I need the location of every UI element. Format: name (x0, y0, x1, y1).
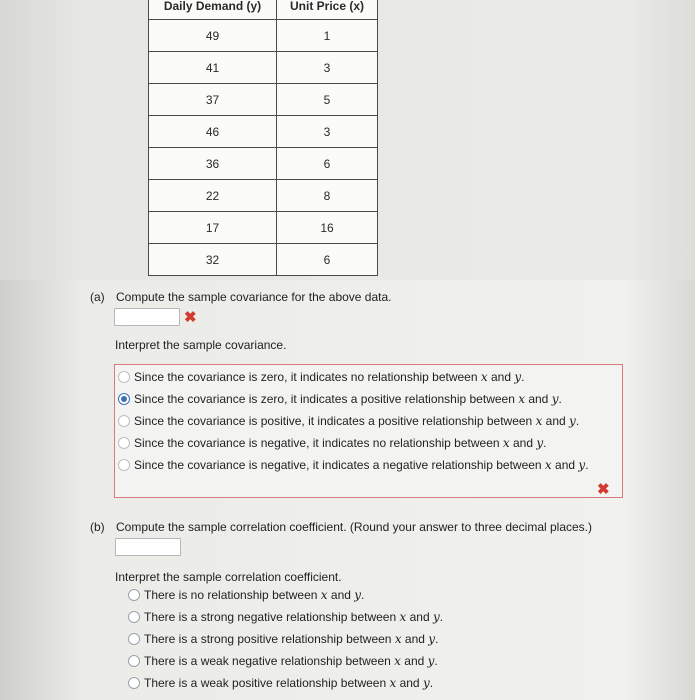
covariance-option-label: Since the covariance is zero, it indicates no relationship between x and y. (134, 370, 525, 384)
table-row (149, 52, 378, 84)
covariance-wrong-icon: ✖ (184, 309, 197, 326)
cell-daily-demand: 46 (149, 116, 277, 148)
correlation-option-label: There is a weak negative relationship between x and y. (144, 654, 438, 668)
cell-unit-price: 5 (277, 84, 378, 116)
covariance-option-2[interactable] (118, 392, 562, 406)
cell-unit-price: 3 (277, 52, 378, 84)
correlation-option-label: There is a weak positive relationship between x and y. (144, 676, 434, 690)
radio-button[interactable] (118, 459, 130, 471)
cell-daily-demand: 41 (149, 52, 277, 84)
radio-button[interactable] (118, 371, 130, 383)
part-a-interpret-label: Interpret the sample covariance. (115, 338, 287, 352)
covariance-option-label: Since the covariance is zero, it indicates a positive relationship between x and y. (134, 392, 562, 406)
radio-button[interactable] (128, 677, 140, 689)
correlation-option-3[interactable] (128, 632, 438, 646)
table-row (149, 20, 378, 52)
covariance-option-label: Since the covariance is negative, it indicates no relationship between x and y. (134, 436, 547, 450)
cell-daily-demand: 49 (149, 20, 277, 52)
col-header-unit-price: Unit Price (x) (277, 0, 378, 20)
table-row (149, 180, 378, 212)
radio-button[interactable] (118, 437, 130, 449)
table-row (149, 244, 378, 276)
radio-button[interactable] (118, 415, 130, 427)
covariance-option-label: Since the covariance is positive, it indicates a positive relationship between x and y. (134, 414, 580, 428)
covariance-option-3[interactable] (118, 414, 579, 428)
correlation-option-label: There is a strong negative relationship between x and y. (144, 610, 444, 624)
part-b-question (90, 520, 592, 534)
correlation-option-label: There is a strong positive relationship between x and y. (144, 632, 439, 646)
correlation-option-4[interactable] (128, 654, 438, 668)
cell-unit-price: 1 (277, 20, 378, 52)
correlation-option-1[interactable] (128, 588, 364, 602)
correlation-option-label: There is no relationship between x and y. (144, 588, 365, 602)
radio-button[interactable] (118, 393, 130, 405)
col-header-daily-demand: Daily Demand (y) (149, 0, 277, 20)
cell-unit-price: 16 (277, 212, 378, 244)
table-row (149, 116, 378, 148)
cell-unit-price: 8 (277, 180, 378, 212)
part-a-question (90, 290, 392, 304)
radio-button[interactable] (128, 611, 140, 623)
cell-unit-price: 6 (277, 148, 378, 180)
table-row (149, 84, 378, 116)
correlation-option-5[interactable] (128, 676, 433, 690)
part-b-interpret-label: Interpret the sample correlation coefficient. (115, 570, 342, 584)
cell-daily-demand: 36 (149, 148, 277, 180)
radio-button[interactable] (128, 655, 140, 667)
part-b-question-text: Compute the sample correlation coefficient. (Round your answer to three decimal places.) (116, 520, 593, 534)
covariance-options-box (114, 364, 623, 498)
part-a-question-text: Compute the sample covariance for the above data. (116, 290, 392, 304)
interpretation-wrong-icon: ✖ (597, 481, 610, 498)
data-table (148, 0, 378, 276)
table-row (149, 212, 378, 244)
covariance-answer-input[interactable] (114, 308, 180, 326)
covariance-option-4[interactable] (118, 436, 547, 450)
cell-unit-price: 3 (277, 116, 378, 148)
covariance-option-label: Since the covariance is negative, it indicates a negative relationship between x and y. (134, 458, 589, 472)
cell-daily-demand: 37 (149, 84, 277, 116)
cell-daily-demand: 22 (149, 180, 277, 212)
cell-daily-demand: 17 (149, 212, 277, 244)
correlation-answer-input[interactable] (115, 538, 181, 556)
covariance-option-1[interactable] (118, 370, 524, 384)
cell-unit-price: 6 (277, 244, 378, 276)
cell-daily-demand: 32 (149, 244, 277, 276)
radio-button[interactable] (128, 589, 140, 601)
covariance-option-5[interactable] (118, 458, 589, 472)
table-header-row (149, 0, 378, 20)
table-row (149, 148, 378, 180)
radio-button[interactable] (128, 633, 140, 645)
part-a-number: (a) (90, 290, 105, 304)
correlation-option-2[interactable] (128, 610, 443, 624)
part-b-number: (b) (90, 520, 105, 534)
